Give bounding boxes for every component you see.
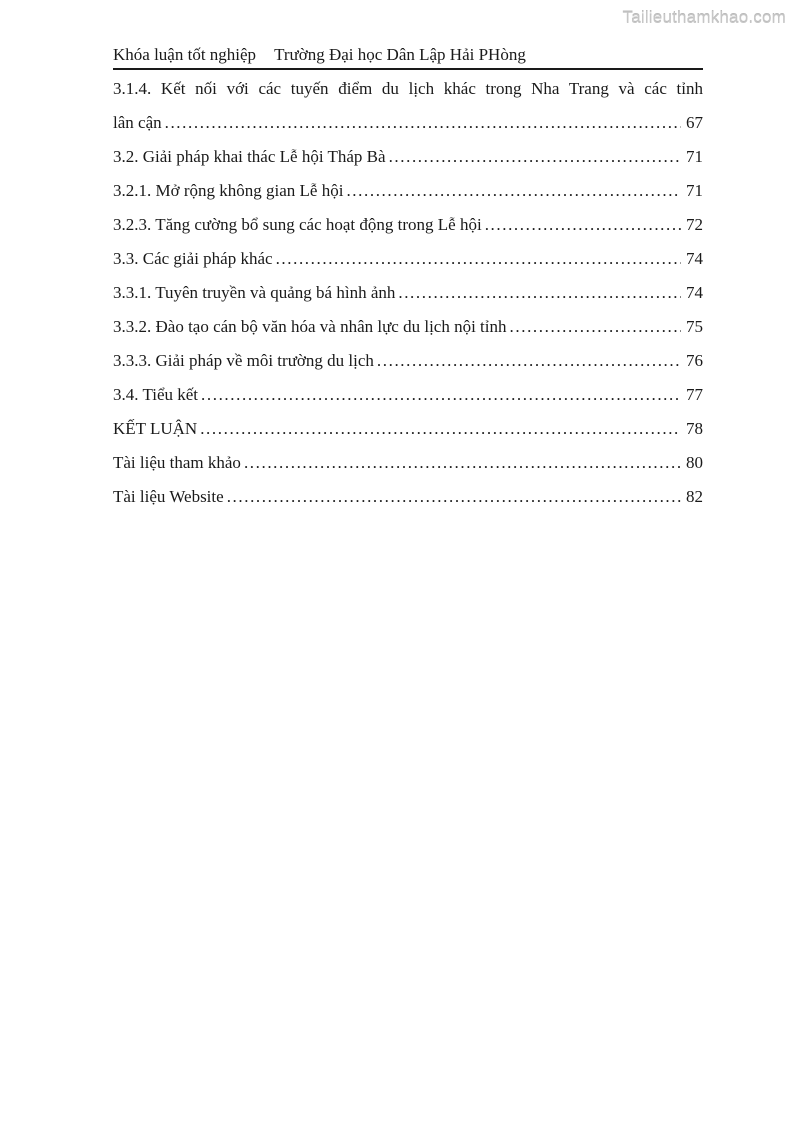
dot-leader: [398, 276, 681, 310]
toc-entry: [113, 480, 703, 514]
toc-entry-label: Tài liệu Website: [113, 487, 224, 506]
toc-entry-label: 3.3.1. Tuyên truyền và quảng bá hình ảnh: [113, 283, 396, 302]
dot-leader: [244, 446, 681, 480]
page-header: [113, 45, 703, 70]
header-right-text: Trường Đại học Dân Lập Hải PHòng: [274, 45, 526, 64]
toc-page-number: 72: [686, 215, 703, 234]
toc-entry: [113, 378, 703, 412]
toc-page-number: 76: [686, 351, 703, 370]
toc-entry-label: 3.4. Tiểu kết: [113, 385, 199, 404]
dot-leader: [389, 140, 681, 174]
toc-page-number: 67: [686, 113, 703, 132]
toc-entry: [113, 242, 703, 276]
toc-page-number: 71: [686, 147, 703, 166]
toc-entry-label: 3.2. Giải pháp khai thác Lễ hội Tháp Bà: [113, 147, 386, 166]
toc-page-number: 78: [686, 419, 703, 438]
toc-entry: [113, 174, 703, 208]
toc-page-number: 71: [686, 181, 703, 200]
toc-entry-wrap-line: 3.1.4. Kết nối với các tuyến điểm du lịch khác trong Nha Trang và các tỉnh: [113, 79, 703, 98]
dot-leader: [510, 310, 681, 344]
toc-entry-label: KẾT LUẬN: [113, 419, 198, 438]
dot-leader: [276, 242, 681, 276]
header-left-text: Khóa luận tốt nghiệp: [113, 45, 257, 64]
watermark-text: Tailieuthamkhao.com: [622, 8, 786, 27]
toc-page-number: 74: [686, 283, 703, 302]
toc-page-number: 74: [686, 249, 703, 268]
toc-page-number: 82: [686, 487, 703, 506]
toc-entry-label: 3.3. Các giải pháp khác: [113, 249, 273, 268]
toc-entry-label: 3.2.1. Mở rộng không gian Lễ hội: [113, 181, 344, 200]
toc-entry: [113, 344, 703, 378]
toc-entry: [113, 446, 703, 480]
toc-entry-label: lân cận: [113, 113, 162, 132]
toc-entry: [113, 276, 703, 310]
toc-page-number: 75: [686, 317, 703, 336]
toc-entry-label: 3.3.2. Đào tạo cán bộ văn hóa và nhân lực du lịch nội tỉnh: [113, 317, 507, 336]
toc-entry: [113, 208, 703, 242]
toc-page-number: 77: [686, 385, 703, 404]
toc: [113, 72, 703, 514]
toc-entry: [113, 412, 703, 446]
dot-leader: [227, 480, 681, 514]
dot-leader: [377, 344, 681, 378]
toc-entry-label: 3.2.3. Tăng cường bổ sung các hoạt động trong Lễ hội: [113, 215, 482, 234]
toc-entry: [113, 310, 703, 344]
dot-leader: [165, 106, 681, 140]
toc-entry: [113, 140, 703, 174]
dot-leader: [346, 174, 681, 208]
toc-entry: [113, 106, 703, 140]
dot-leader: [201, 378, 681, 412]
toc-page-number: 80: [686, 453, 703, 472]
dot-leader: [485, 208, 681, 242]
toc-entry-label: Tài liệu tham khảo: [113, 453, 241, 472]
toc-entry-label: 3.3.3. Giải pháp về môi trường du lịch: [113, 351, 374, 370]
dot-leader: [200, 412, 681, 446]
